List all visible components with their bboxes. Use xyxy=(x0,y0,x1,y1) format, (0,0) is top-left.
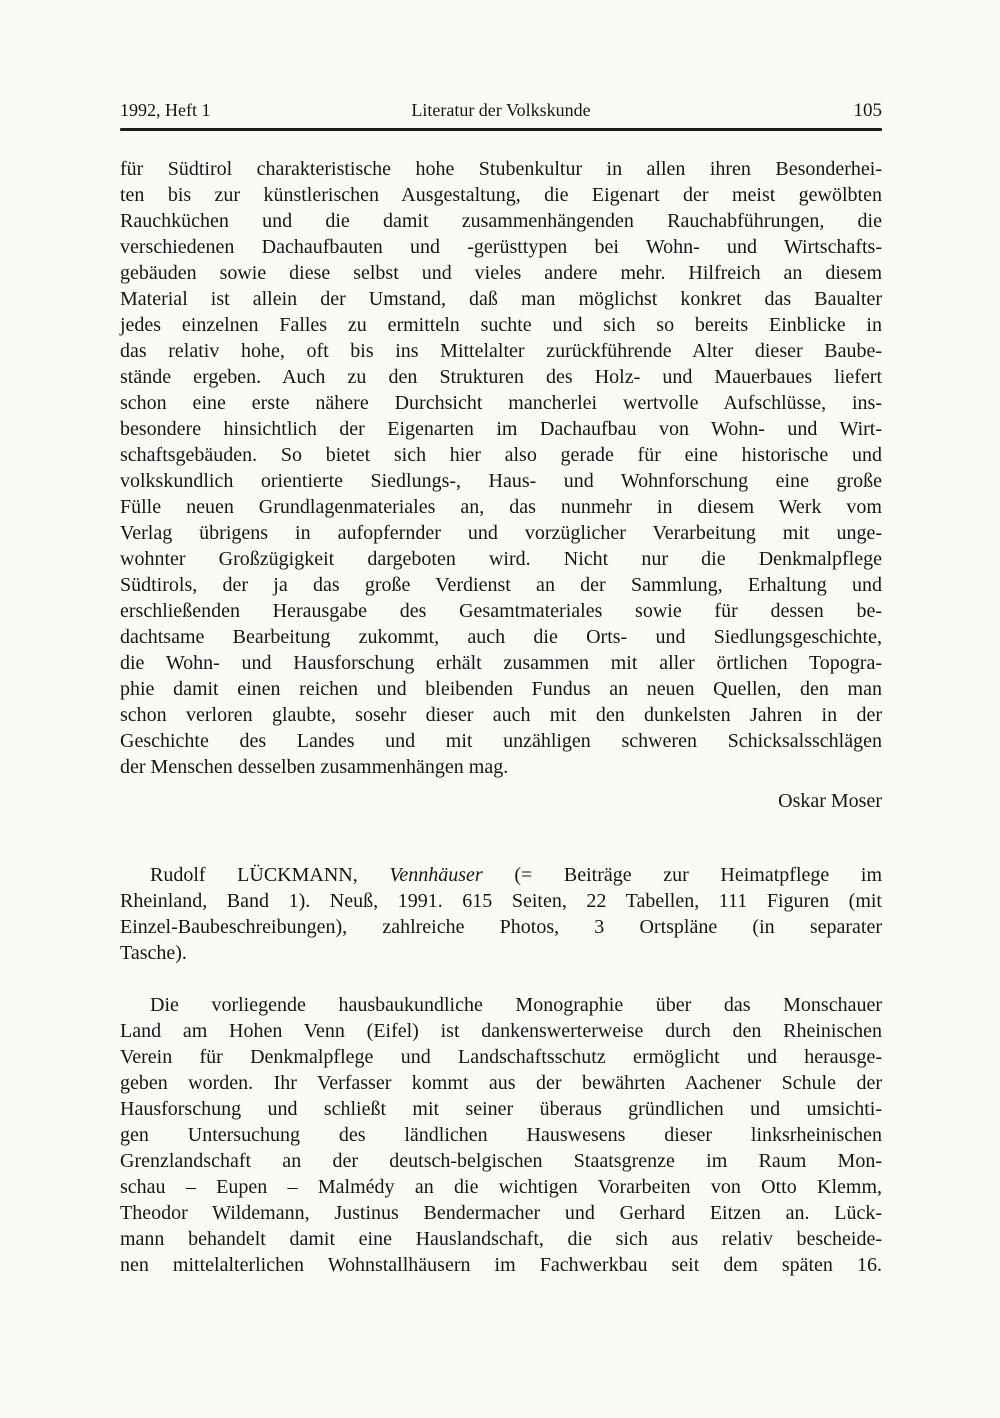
text-line: jedes einzelnen Falles zu ermitteln suchte und sich so bereits Einblicke in xyxy=(120,314,882,336)
text-line: Tasche). xyxy=(120,942,187,964)
text-line: Die vorliegende hausbaukundliche Monographie über das Monschauer xyxy=(150,994,882,1016)
text-line xyxy=(120,862,882,888)
text-line: Verlag übrigens in aufopfernder und vorzüglicher Verarbeitung mit unge- xyxy=(120,522,882,544)
page-number: 105 xyxy=(853,100,882,121)
text-line: Theodor Wildemann, Justinus Bendermacher und Gerhard Eitzen an. Lück- xyxy=(120,1202,882,1224)
text-line: der Menschen desselben zusammenhängen mag. xyxy=(120,756,509,778)
text-line: verschiedenen Dachaufbauten und -gerüsttypen bei Wohn- und Wirtschafts- xyxy=(120,236,882,258)
page-content xyxy=(0,100,1000,1278)
text-line: gebäuden sowie diese selbst und vieles andere mehr. Hilfreich an diesem xyxy=(120,262,882,284)
text-line: schaftsgebäuden. So bietet sich hier also gerade für eine historische und xyxy=(120,444,882,466)
review-body xyxy=(120,992,882,1278)
reviewer-signature: Oskar Moser xyxy=(778,790,882,812)
text-line: ten bis zur künstlerischen Ausgestaltung, die Eigenart der meist gewölbten xyxy=(120,184,882,206)
book-title-italic: Vennhäuser xyxy=(389,864,483,886)
text-line: das relativ hohe, oft bis ins Mittelalter zurückführende Alter dieser Baube- xyxy=(120,340,882,362)
issue-label: 1992, Heft 1 xyxy=(120,100,211,120)
text-line: wohnter Großzügigkeit dargeboten wird. Nicht nur die Denkmalpflege xyxy=(120,548,882,570)
running-title: Literatur der Volkskunde xyxy=(411,100,591,120)
text-line: dachtsame Bearbeitung zukommt, auch die Orts- und Siedlungsgeschichte, xyxy=(120,626,882,648)
text-line: Grenzlandschaft an der deutsch-belgischen Staatsgrenze im Raum Mon- xyxy=(120,1150,882,1172)
text-line: für Südtirol charakteristische hohe Stubenkultur in allen ihren Besonderhei- xyxy=(120,158,882,180)
text-line: schon verloren glaubte, sosehr dieser auch mit den dunkelsten Jahren in der xyxy=(120,704,882,726)
text-line: mann behandelt damit eine Hauslandschaft, die sich aus relativ bescheide- xyxy=(120,1228,882,1250)
text-line: die Wohn- und Hausforschung erhält zusammen mit aller örtlichen Topogra- xyxy=(120,652,882,674)
text-line: gen Untersuchung des ländlichen Hauswesens dieser linksrheinischen xyxy=(120,1124,882,1146)
text-line: schon eine erste nähere Durchsicht mancherlei wertvolle Aufschlüsse, ins- xyxy=(120,392,882,414)
text-line: nen mittelalterlichen Wohnstallhäusern im Fachwerkbau seit dem späten 16. xyxy=(120,1254,882,1276)
text-line: erschließenden Herausgabe des Gesamtmateriales sowie für dessen be- xyxy=(120,600,882,622)
text-line: Hausforschung und schließt mit seiner überaus gründlichen und umsichti- xyxy=(120,1098,882,1120)
review-text-continuation xyxy=(120,156,882,814)
text-line: Verein für Denkmalpflege und Landschaftsschutz ermöglicht und herausge- xyxy=(120,1046,882,1068)
text-line: besondere hinsichtlich der Eigenarten im Dachaufbau von Wohn- und Wirt- xyxy=(120,418,882,440)
text-line: Fülle neuen Grundlagenmateriales an, das nunmehr in diesem Werk vom xyxy=(120,496,882,518)
text-line: stände ergeben. Auch zu den Strukturen des Holz- und Mauerbaues liefert xyxy=(120,366,882,388)
header-rule xyxy=(120,128,882,131)
text-line: Rheinland, Band 1). Neuß, 1991. 615 Seiten, 22 Tabellen, 111 Figuren (mit xyxy=(120,890,882,912)
text-line: geben worden. Ihr Verfasser kommt aus der bewährten Aachener Schule der xyxy=(120,1072,882,1094)
text-line: Material ist allein der Umstand, daß man möglichst konkret das Baualter xyxy=(120,288,882,310)
text-line: Rauchküchen und die damit zusammenhängenden Rauchabführungen, die xyxy=(120,210,882,232)
reference-text: (= Beiträge zur Heimatpflege im xyxy=(482,864,882,886)
text-line: Einzel-Baubeschreibungen), zahlreiche Photos, 3 Ortspläne (in separater xyxy=(120,916,882,938)
author-name-text: Rudolf LÜCKMANN, xyxy=(150,864,390,886)
text-line: Südtirols, der ja das große Verdienst an der Sammlung, Erhaltung und xyxy=(120,574,882,596)
text-line: Land am Hohen Venn (Eifel) ist dankenswerterweise durch den Rheinischen xyxy=(120,1020,882,1042)
text-line: phie damit einen reichen und bleibenden Fundus an neuen Quellen, den man xyxy=(120,678,882,700)
text-line: volkskundlich orientierte Siedlungs-, Haus- und Wohnforschung eine große xyxy=(120,470,882,492)
text-line: schau – Eupen – Malmédy an die wichtigen Vorarbeiten von Otto Klemm, xyxy=(120,1176,882,1198)
running-header xyxy=(120,100,882,122)
book-reference-heading xyxy=(120,862,882,966)
text-line: Geschichte des Landes und mit unzähligen schweren Schicksalsschlägen xyxy=(120,730,882,752)
